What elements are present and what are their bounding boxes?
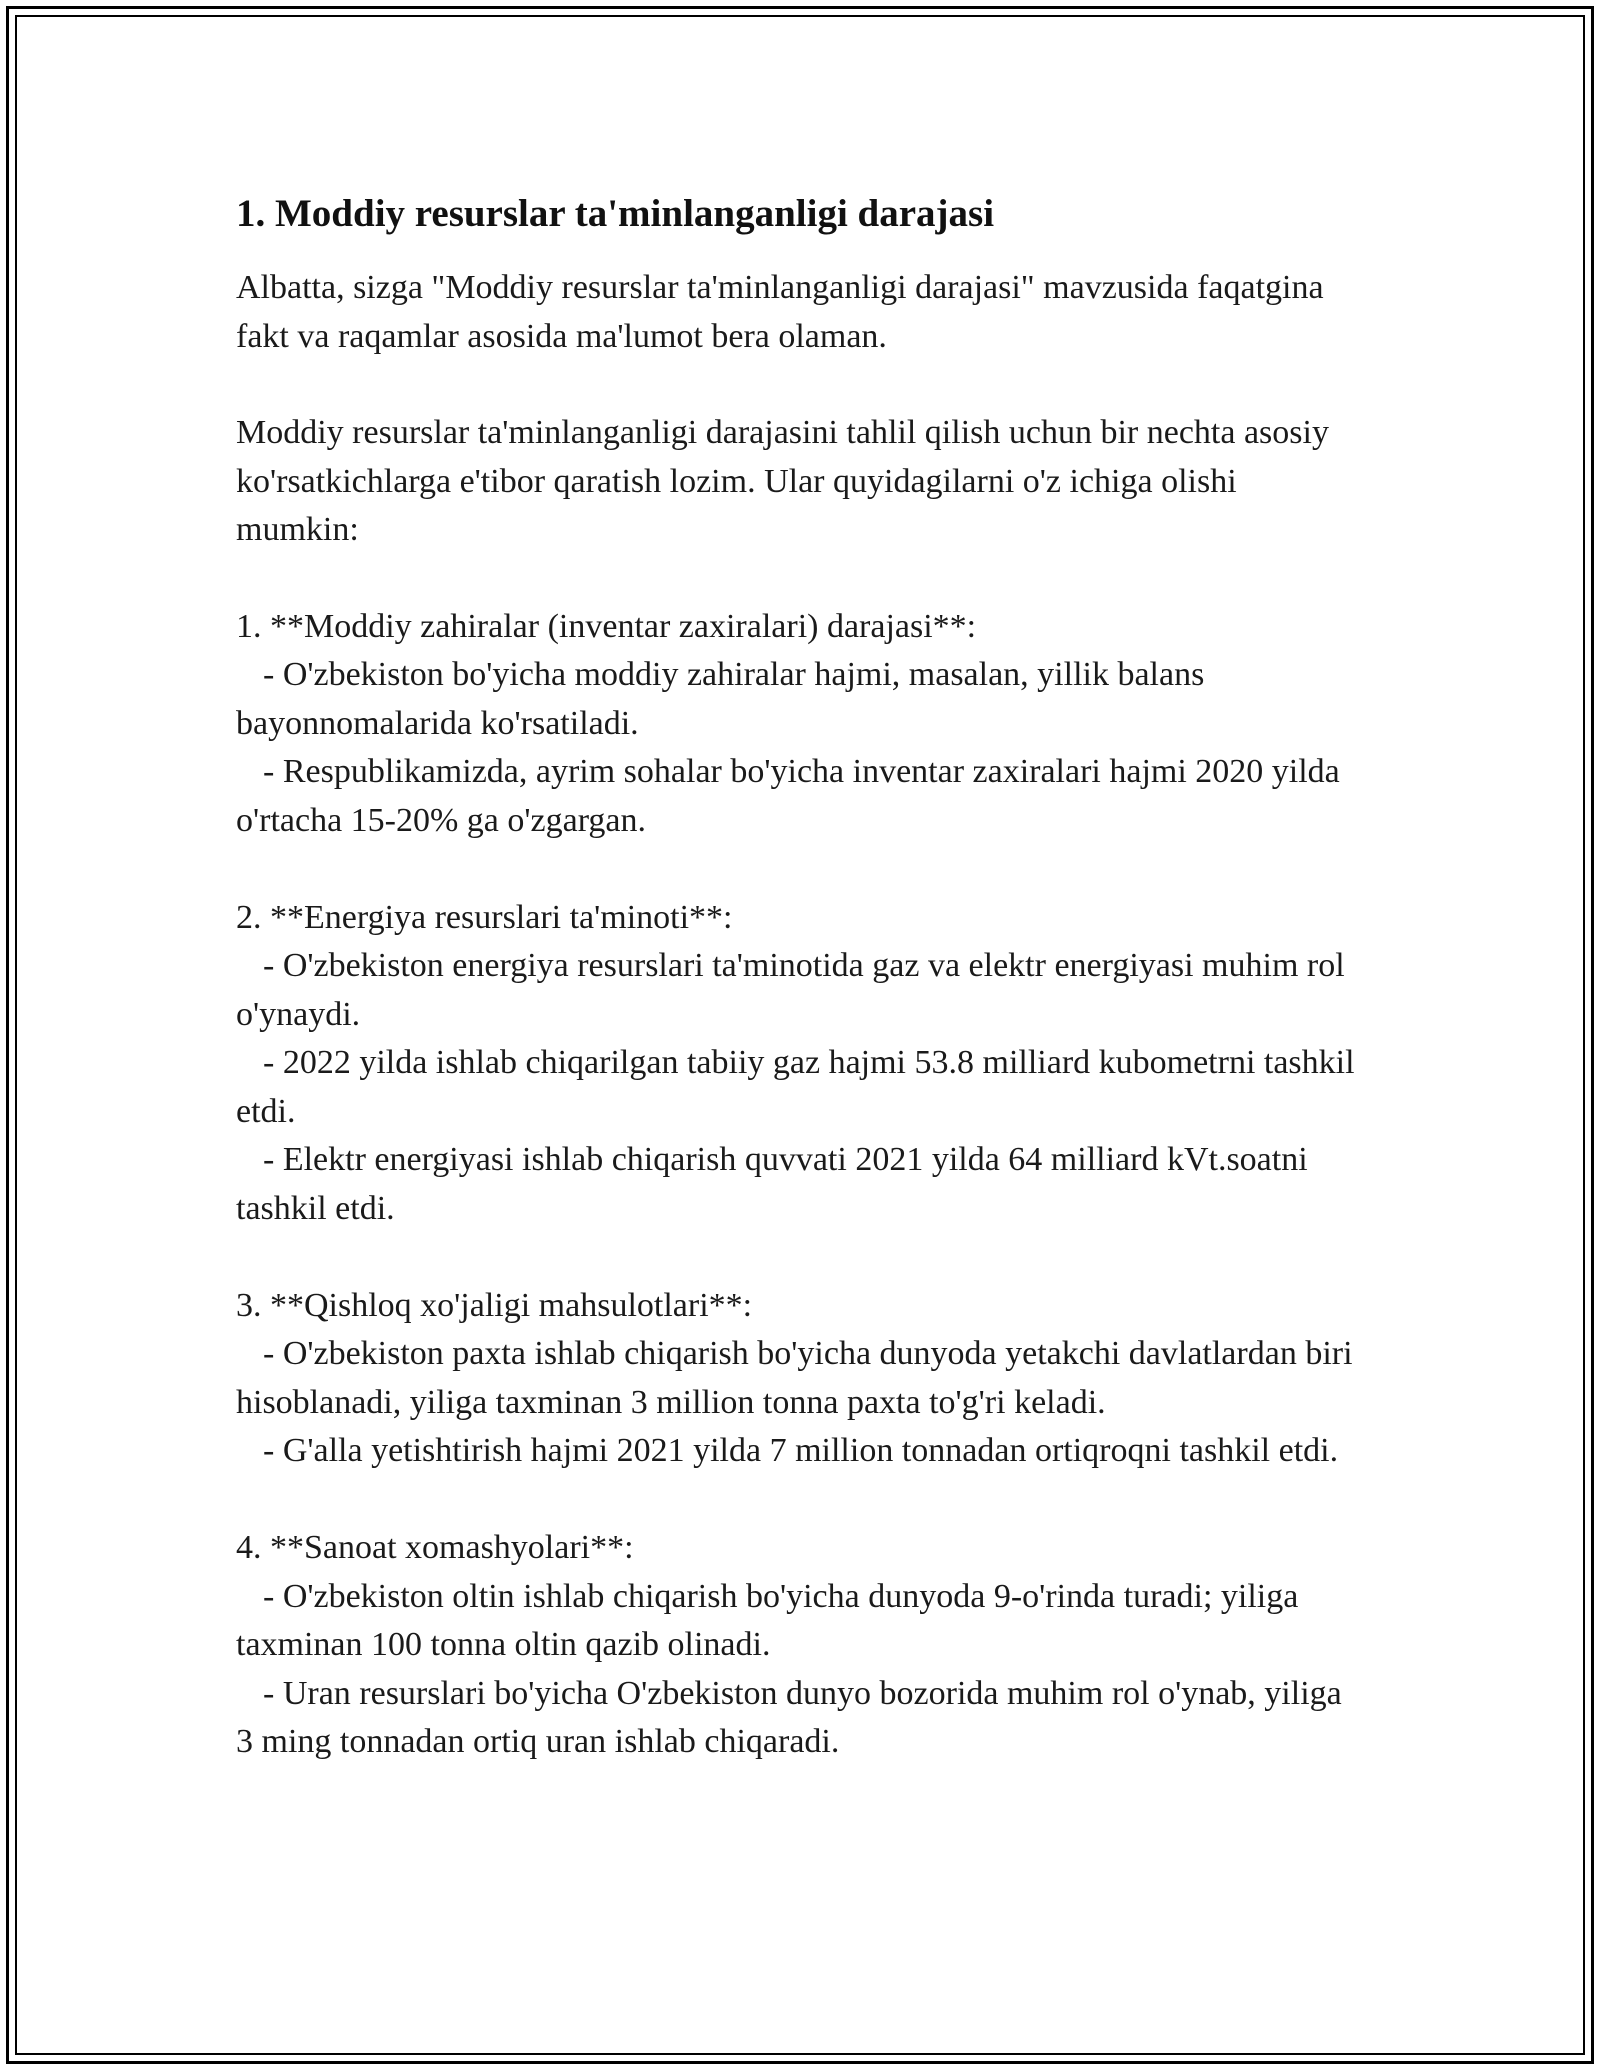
document-title: 1. Moddiy resurslar ta'minlanganligi darajasi [236,192,995,235]
bullet-item: - O'zbekiston energiya resurslari ta'minotida gaz va elektr energiyasi muhim rol o'ynaydi. [236,947,1345,1033]
document-body [236,188,1366,1815]
intro-paragraph: Albatta, sizga "Moddiy resurslar ta'minlanganligi darajasi" mavzusida faqatgina fakt va raqamlar asosida ma'lumot bera olaman. [236,269,1324,355]
bullet-item: - O'zbekiston bo'yicha moddiy zahiralar hajmi, masalan, yillik balans bayonnomalarida ko'rsatiladi. [236,656,1205,742]
section-material-stocks [236,603,1366,846]
bullet-item: - G'alla yetishtirish hajmi 2021 yilda 7 million tonnadan ortiqroqni tashkil etdi. [263,1432,1339,1469]
section-energy-resources [236,894,1366,1234]
section-heading: 2. **Energiya resurslari ta'minoti**: [236,898,733,936]
bullet-item: - Uran resurslari bo'yicha O'zbekiston dunyo bozorida muhim rol o'ynab, yiliga 3 ming tonnadan ortiq uran ishlab chiqaradi. [236,1674,1342,1760]
bullet-item: - O'zbekiston paxta ishlab chiqarish bo'yicha dunyoda yetakchi davlatlardan biri hisoblanadi, yiliga taxminan 3 million tonna paxta to'g'ri keladi. [236,1335,1353,1421]
bullet-item: - O'zbekiston oltin ishlab chiqarish bo'yicha dunyoda 9-o'rinda turadi; yiliga taxminan 100 tonna oltin qazib olinadi. [236,1577,1299,1663]
bullet-item: - Respublikamizda, ayrim sohalar bo'yicha inventar zaxiralari hajmi 2020 yilda o'rtacha 15-20% ga o'zgargan. [236,753,1340,839]
section-heading: 1. **Moddiy zahiralar (inventar zaxiralari) darajasi**: [236,607,977,645]
section-agriculture [236,1282,1366,1476]
bullet-item: - Elektr energiyasi ishlab chiqarish quvvati 2021 yilda 64 milliard kVt.soatni tashkil etdi. [236,1141,1308,1227]
section-industrial-raw-materials [236,1524,1366,1767]
bullet-item: - 2022 yilda ishlab chiqarilgan tabiiy gaz hajmi 53.8 milliard kubometrni tashkil etdi. [236,1044,1355,1130]
section-heading: 3. **Qishloq xo'jaligi mahsulotlari**: [236,1286,753,1324]
context-paragraph: Moddiy resurslar ta'minlanganligi darajasini tahlil qilish uchun bir nechta asosiy ko'rsatkichlarga e'tibor qaratish lozim. Ular quyidagilarni o'z ichiga olishi mumkin: [236,414,1329,548]
section-heading: 4. **Sanoat xomashyolari**: [236,1529,634,1566]
